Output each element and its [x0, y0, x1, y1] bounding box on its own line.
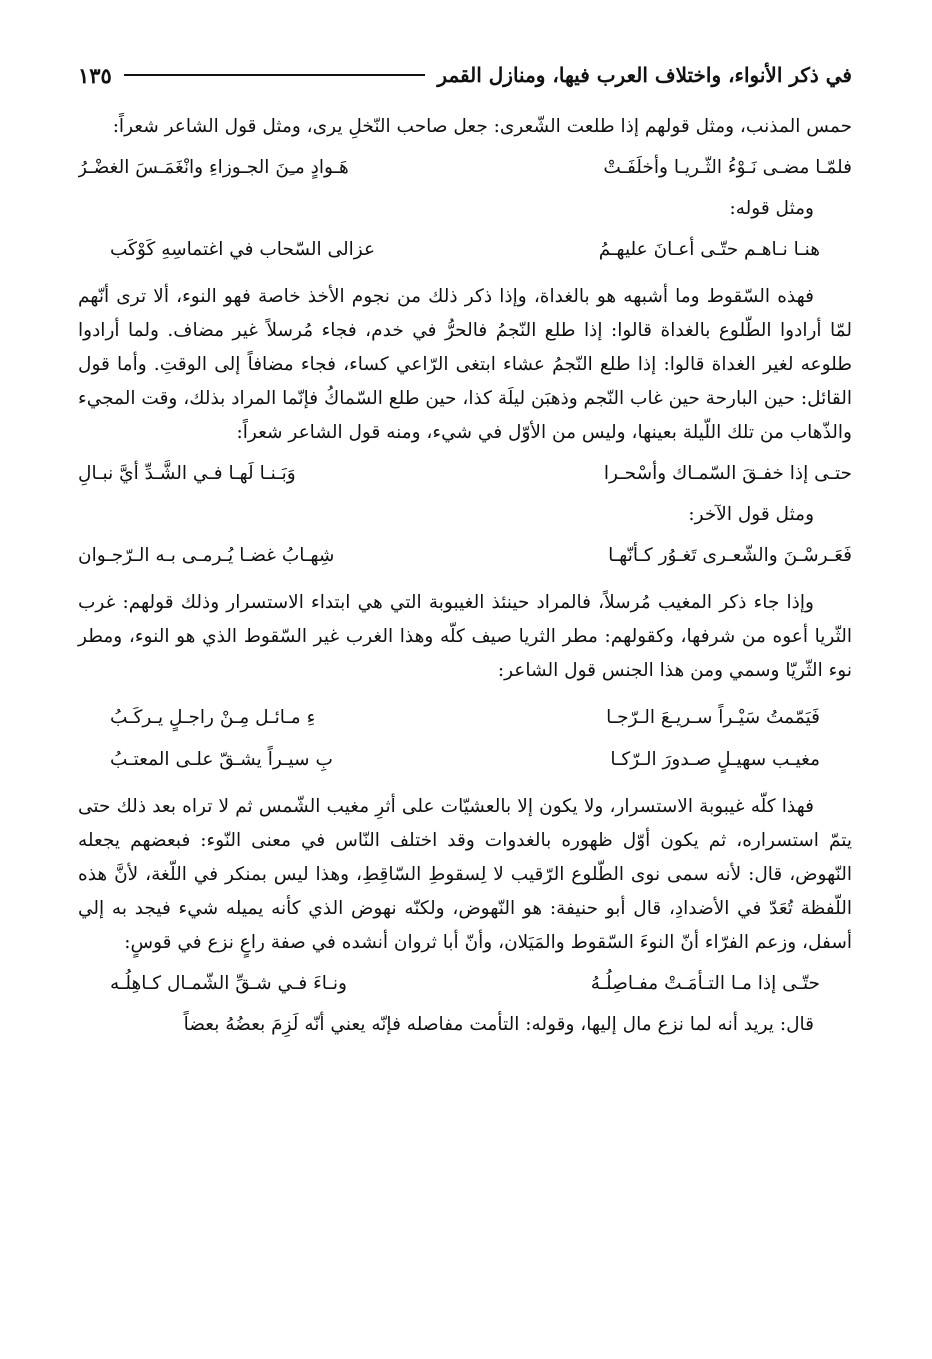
verse-6-second-hemistich: بِ سيـراً يشـقّ علـى المعتـبُ: [110, 749, 333, 770]
verse-4-first-hemistich: فَعَـرسْـنَ والشّعـرى تَغـوُر كـأنّهـا: [608, 545, 852, 566]
page-header: [78, 58, 852, 92]
page-number: ١٣٥: [78, 62, 112, 88]
verse-4: [78, 538, 852, 574]
verse-5-first-hemistich: فَيَمّمتُ سَيْـراً سـريـعَ الـرّجـا: [606, 707, 820, 728]
verse-1-second-hemistich: هَـوادٍ مـِنَ الجـوزاءِ وانْغَمَـسَ الغضْـرُ: [78, 157, 349, 178]
paragraph-5: قال: يريد أنه لما نزع مال إليها، وقوله: التأمت مفاصله فإنّه يعني أنّه لَزِمَ بعضُهُ بعضاً: [183, 1014, 814, 1035]
verse-5-second-hemistich: ءِ مـائـل مِـنْ راجـلٍ يـركَـبُ: [110, 707, 316, 728]
verse-intro-1: ومثل قوله:: [729, 198, 814, 219]
verse-5: [78, 700, 852, 736]
verse-7: [78, 966, 852, 1002]
verse-2-second-hemistich: عزالى السّحاب في اغتماسِهِ كَوْكَب: [110, 239, 375, 260]
verse-1: [78, 150, 852, 186]
verse-2-first-hemistich: هنـا نـاهـم حتّـى أعـانَ عليهـمُ: [598, 239, 820, 260]
verse-6: [78, 742, 852, 778]
verse-1-first-hemistich: فلمّـا مضـى نَـوْءُ الثّـريـا وأخلَفَـتْ: [603, 157, 852, 178]
verse-intro-2: ومثل قول الآخر:: [688, 504, 814, 525]
verse-3: [78, 456, 852, 492]
running-title: في ذكر الأنواء، واختلاف العرب فيها، ومنازل القمر: [437, 63, 852, 87]
paragraph-4: فهذا كلّه غيبوبة الاستسرار، ولا يكون إلا بالعشيّات على أثرِ مغيب الشّمس ثم لا تراه بعد ذلك حتى يتمّ استسراره، ثم يكون أوّل ظهوره بالغدوات وقد اختلف النّاس في معنى النّوء: فبعضهم يجعله النّهوض، قال: لأنه سمى نوى الطّلوع الرّقيب لا لِسقوطِ السّاقِطِ، وهذا ليس بمنكر في اللّغة، لأنَّ هذه اللّفظة تُعَدّ في الأضدادِ، قال أبو حنيفة: هو النّهوض، ولكنّه نهوض الذي كأنه يميله شيء فيجد به إلي أسفل، وزعم الفرّاء أنّ النوءَ السّقوط والمَيَلان، وأنّ أبا ثروان أنشده في صفة راعٍ نزع في قوسٍ:: [78, 796, 852, 953]
verse-6-first-hemistich: مغيـب سهيـلٍ صـدورَ الـرّكـا: [610, 749, 820, 770]
verse-4-second-hemistich: شِهـابُ غضـا يُـرمـى بـه الـرّجـوان: [78, 545, 335, 566]
verse-2: [78, 232, 852, 268]
verse-3-first-hemistich: حتـى إذا خفـقَ السّمـاك وأسْحـرا: [603, 463, 852, 484]
verse-3-second-hemistich: وَبَـنـا لَهـا فـي الشَّـدِّ أيَّ نبـالِ: [78, 463, 296, 484]
paragraph-2: فهذه السّقوط وما أشبهه هو بالغداة، وإذا ذكر ذلك من نجوم الأخذ خاصة فهو النوء، ألا ترى أنّهم لمّا أرادوا الطّلوع بالغداة قالوا: إذا طلع النّجمُ فالحرُّ في خدم، فجاء مُرسلاً غير مضاف. ولما أرادوا طلوعه لغير الغداة قالوا: إذا طلع النّجمُ عشاء ابتغى الرّاعي كساء، فجاء مضافاً إلى الوقتِ. وأما قول القائل: حين البارحة حين غاب النّجم وذهبَن ليلَة كذا، حين طلع السّماكُ فإنّما المراد بذلك، وقت المجيء والذّهاب من تلك اللّيلة بعينها، وليس من الأوّل في شيء، ومنه قول الشاعر شعراً:: [78, 286, 852, 443]
header-rule: [124, 74, 426, 76]
page: [78, 58, 852, 1359]
paragraph-1: حمس المذنب، ومثل قولهم إذا طلعت الشّعرى: جعل صاحب النّخلِ يرى، ومثل قول الشاعر شعراً:: [112, 116, 852, 137]
paragraph-3: وإذا جاء ذكر المغيب مُرسلاً، فالمراد حينئذ الغيبوبة التي هي ابتداء الاستسرار وذلك قولهم: غرب الثّريا أعوه من شرفها، وكقولهم: مطر الثريا صيف كلّه وهذا الغرب غير السّقوط الذي هو النوء، ومطر نوء الثّريّا وسمي ومن هذا الجنس قول الشاعر:: [78, 592, 852, 681]
verse-7-second-hemistich: ونـاءَ فـي شـقِّ الشّمـال كـاهِلُـه: [110, 973, 347, 994]
verse-7-first-hemistich: حتّـى إذا مـا التـأمَـتْ مفـاصِلُـهُ: [590, 973, 820, 994]
